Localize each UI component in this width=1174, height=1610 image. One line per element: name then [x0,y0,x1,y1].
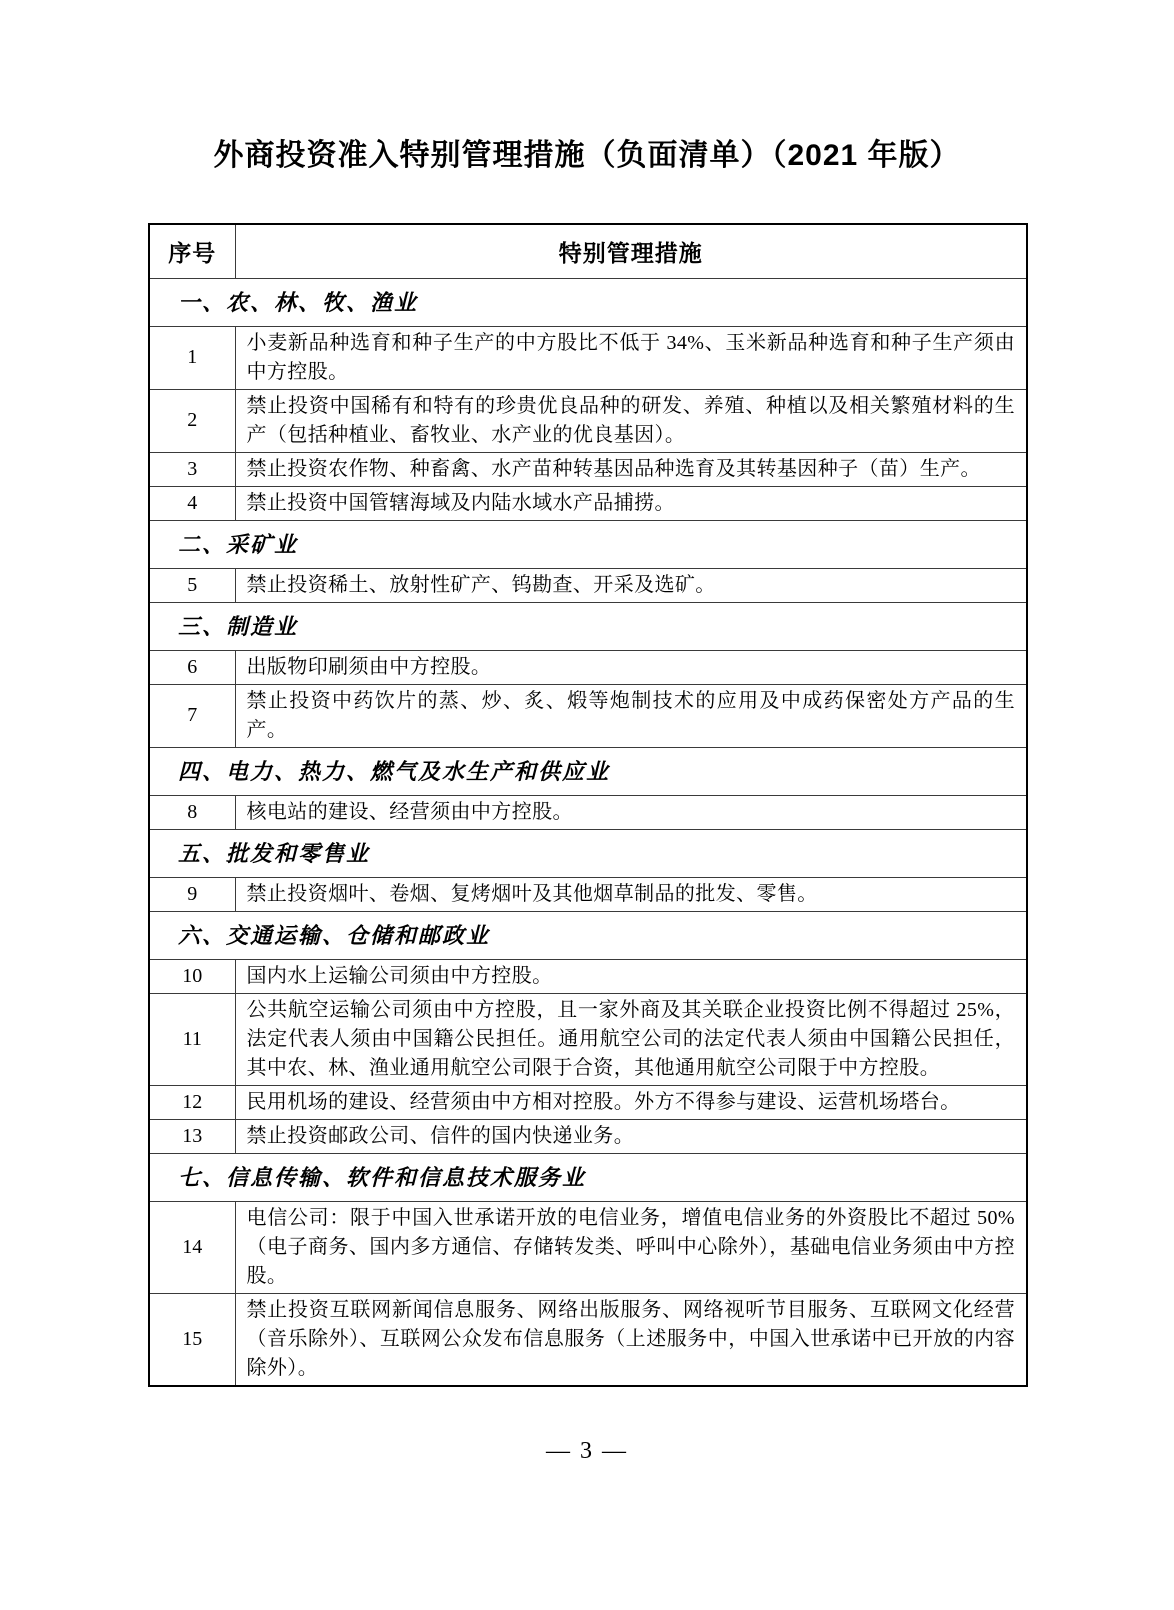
section-heading: 二、采矿业 [149,520,1027,568]
measure-number: 6 [149,650,235,684]
measure-text: 禁止投资邮政公司、信件的国内快递业务。 [235,1119,1027,1153]
measure-row [149,684,1027,747]
measure-text: 禁止投资中国管辖海域及内陆水域水产品捕捞。 [235,486,1027,520]
measure-text: 民用机场的建设、经营须由中方相对控股。外方不得参与建设、运营机场塔台。 [235,1085,1027,1119]
measure-row [149,650,1027,684]
section-row [149,278,1027,326]
measure-number: 9 [149,877,235,911]
section-heading: 三、制造业 [149,602,1027,650]
measure-number: 8 [149,795,235,829]
measure-number: 3 [149,452,235,486]
measures-table [148,223,1028,1387]
section-row [149,829,1027,877]
section-row [149,520,1027,568]
section-row [149,1153,1027,1201]
measure-text: 禁止投资互联网新闻信息服务、网络出版服务、网络视听节目服务、互联网文化经营（音乐除外）、互联网公众发布信息服务（上述服务中，中国入世承诺中已开放的内容除外）。 [235,1293,1027,1386]
measure-row [149,993,1027,1085]
measure-number: 11 [149,993,235,1085]
page-number: — 3 — [546,1438,628,1464]
section-heading: 一、农、林、牧、渔业 [149,278,1027,326]
measure-text: 国内水上运输公司须由中方控股。 [235,959,1027,993]
measure-text: 禁止投资烟叶、卷烟、复烤烟叶及其他烟草制品的批发、零售。 [235,877,1027,911]
measure-number: 13 [149,1119,235,1153]
section-heading: 五、批发和零售业 [149,829,1027,877]
measure-row [149,1119,1027,1153]
header-special-measures: 特别管理措施 [235,224,1027,278]
measure-number: 5 [149,568,235,602]
measure-text: 禁止投资中药饮片的蒸、炒、炙、煅等炮制技术的应用及中成药保密处方产品的生产。 [235,684,1027,747]
table-body [149,278,1027,1386]
section-row [149,911,1027,959]
measure-text: 核电站的建设、经营须由中方控股。 [235,795,1027,829]
measure-number: 7 [149,684,235,747]
section-row [149,747,1027,795]
measure-row [149,486,1027,520]
header-serial-number: 序号 [149,224,235,278]
measure-text: 小麦新品种选育和种子生产的中方股比不低于 34%、玉米新品种选育和种子生产须由中方控股。 [235,326,1027,389]
measure-number: 1 [149,326,235,389]
measure-text: 电信公司：限于中国入世承诺开放的电信业务，增值电信业务的外资股比不超过 50%（电子商务、国内多方通信、存储转发类、呼叫中心除外），基础电信业务须由中方控股。 [235,1201,1027,1293]
measure-row [149,389,1027,452]
measure-row [149,1293,1027,1386]
measure-text: 禁止投资中国稀有和特有的珍贵优良品种的研发、养殖、种植以及相关繁殖材料的生产（包括种植业、畜牧业、水产业的优良基因）。 [235,389,1027,452]
measure-text: 禁止投资稀土、放射性矿产、钨勘查、开采及选矿。 [235,568,1027,602]
measure-text: 出版物印刷须由中方控股。 [235,650,1027,684]
document-title: 外商投资准入特别管理措施（负面清单）（2021 年版） [213,139,961,172]
measure-row [149,795,1027,829]
section-row [149,602,1027,650]
measure-row [149,1085,1027,1119]
measure-number: 14 [149,1201,235,1293]
measure-text: 禁止投资农作物、种畜禽、水产苗种转基因品种选育及其转基因种子（苗）生产。 [235,452,1027,486]
measure-number: 10 [149,959,235,993]
measure-row [149,326,1027,389]
measure-row [149,452,1027,486]
measure-number: 12 [149,1085,235,1119]
measure-number: 15 [149,1293,235,1386]
table-header-row [149,224,1027,278]
measure-number: 2 [149,389,235,452]
measure-number: 4 [149,486,235,520]
measure-row [149,959,1027,993]
measure-row [149,568,1027,602]
section-heading: 七、信息传输、软件和信息技术服务业 [149,1153,1027,1201]
measure-row [149,1201,1027,1293]
measure-row [149,877,1027,911]
section-heading: 六、交通运输、仓储和邮政业 [149,911,1027,959]
measure-text: 公共航空运输公司须由中方控股，且一家外商及其关联企业投资比例不得超过 25%，法定代表人须由中国籍公民担任。通用航空公司的法定代表人须由中国籍公民担任，其中农、林、渔业通用航空公司限于合资，其他通用航空公司限于中方控股。 [235,993,1027,1085]
section-heading: 四、电力、热力、燃气及水生产和供应业 [149,747,1027,795]
